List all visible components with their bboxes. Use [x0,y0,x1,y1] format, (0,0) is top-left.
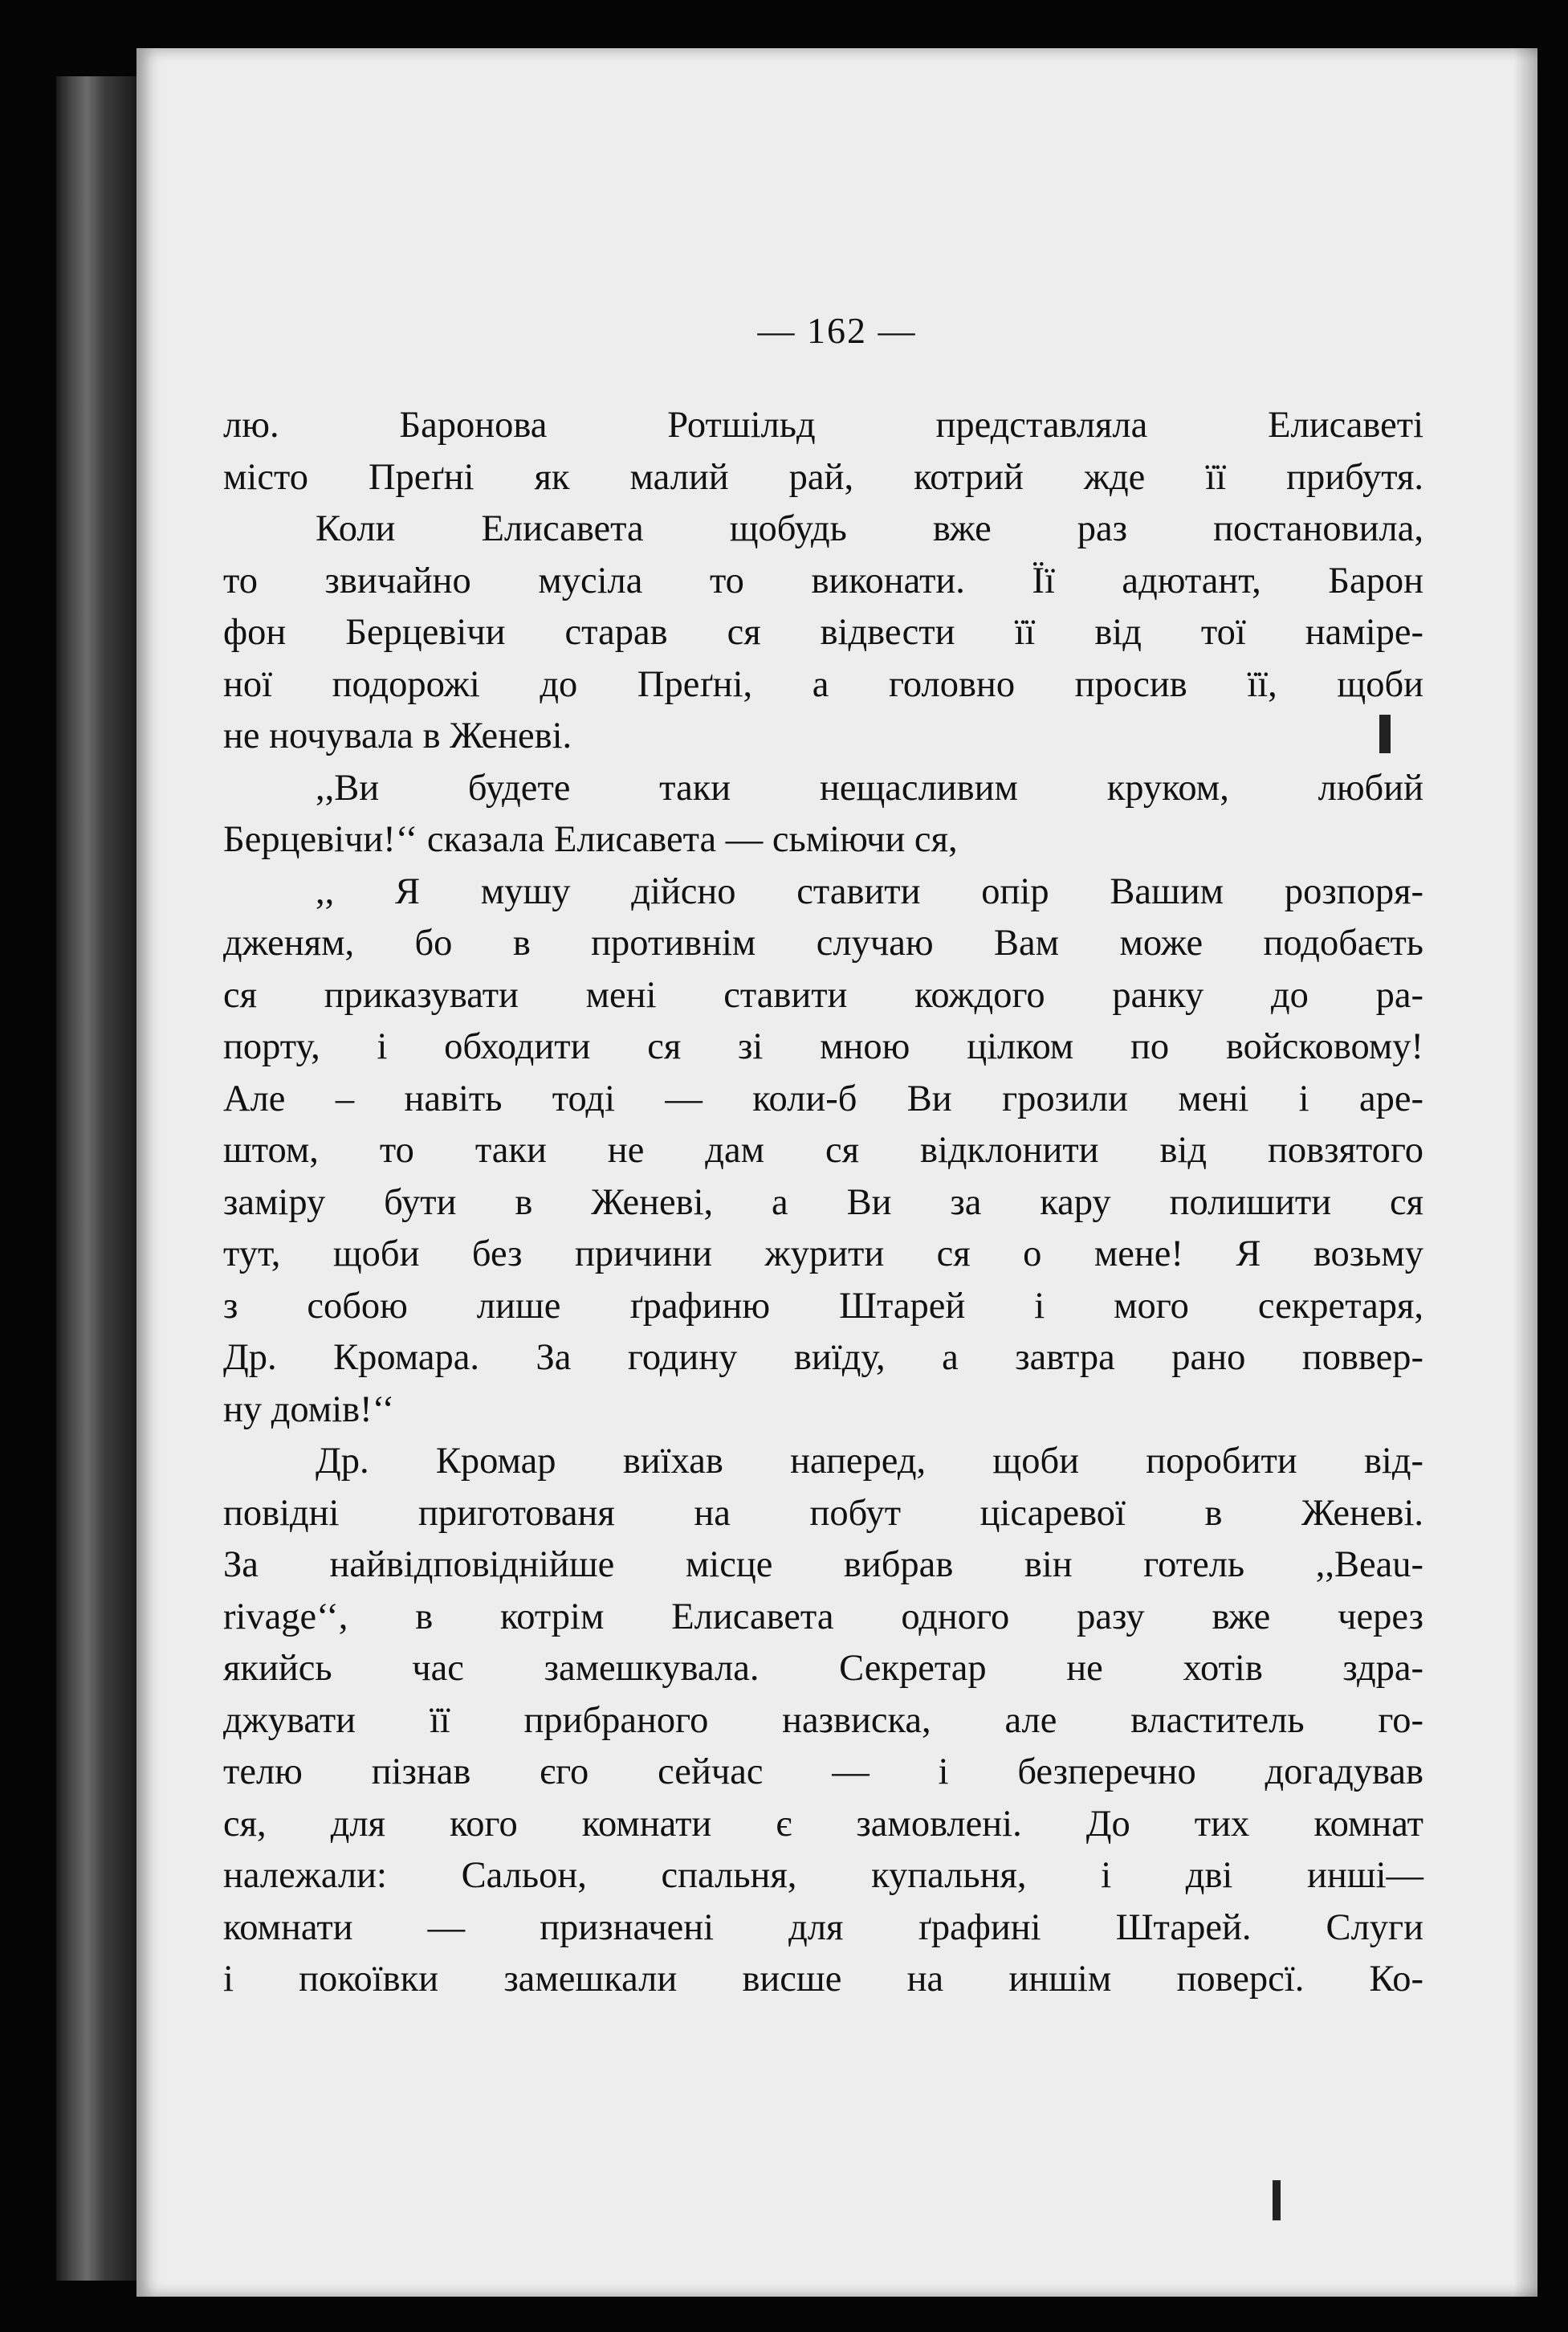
text-line: rivage‘‘, в котрім Елисавета одного разу вже через [223,1596,1423,1637]
text-line: За найвідповіднійше місце вибрав він готель ,,Beau- [223,1544,1423,1585]
text-line: Коли Елисавета щобудь вже раз постановила, [316,508,1423,549]
text-line: з собою лише ґрафиню Штарей і мого секретаря, [223,1285,1423,1327]
text-line: Др. Кромара. За годину виїду, а завтра рано поввер- [223,1337,1423,1378]
text-line: телю пізнав єго сейчас — і безперечно догадував [223,1751,1423,1792]
text-line: ся приказувати мені ставити кождого ранку до ра- [223,974,1423,1016]
text-line: штом, то таки не дам ся відклонити від повзятого [223,1130,1423,1171]
text-line: Берцевічи!‘‘ сказала Елисавета — сьміючи ся, [223,819,958,860]
text-line: не ночувала в Женеві. [223,716,572,756]
text-line: джувати її прибраного назвиска, але властитель го- [223,1699,1423,1741]
text-line: належали: Сальон, спальня, купальня, і дві инші— [223,1855,1423,1896]
text-line: ся, для кого комнати є замовлені. До тих комнат [223,1803,1423,1845]
page-edge-shadow [1513,48,1537,2297]
text-line: то звичайно мусіла то виконати. Її адютант, Барон [223,560,1423,601]
text-line: дженям, бо в противнім случаю Вам може подобаєть [223,923,1423,964]
book-spine [56,76,145,2281]
text-line: ної подорожі до Преґні, а головно просив її, щоби [223,663,1423,705]
text-line: тут, щоби без причини журити ся о мене! Я возьму [223,1233,1423,1274]
body-text [223,400,1423,2006]
text-line: ,,Ви будете таки нещасливим круком, любий [316,767,1423,809]
page-number: — 162 — [757,310,917,351]
text-line: Др. Кромар виїхав наперед, щоби поробити від- [316,1441,1423,1482]
ink-blot [1379,715,1391,753]
ink-blot [1273,2180,1281,2220]
text-line: порту, і обходити ся зі мною цілком по войсковому! [223,1026,1423,1067]
text-line: і покоївки замешкали висше на иншім поверсї. Ко- [223,1959,1423,2000]
text-line: ну домів!‘‘ [223,1388,395,1430]
text-line: ,, Я мушу дійсно ставити опір Вашим розпоря- [316,870,1423,912]
text-line: місто Преґні як малий рай, котрий жде її прибутя. [223,456,1423,498]
text-line: комнати — призначені для ґрафині Штарей. Слуги [223,1906,1423,1948]
text-line: повідні приготованя на побут цісаревої в Женеві. [223,1492,1423,1534]
text-line: фон Берцевічи старав ся відвести її від тої наміре- [223,612,1423,653]
text-line: якийсь час замешкувала. Секретар не хотів здра- [223,1648,1423,1689]
text-line: заміру бути в Женеві, а Ви за кару полишити ся [223,1181,1423,1223]
text-line: лю. Баронова Ротшільд представляла Елисаветі [223,405,1423,446]
text-line: Але – навіть тоді — коли-б Ви грозили мені і аре- [223,1078,1423,1119]
